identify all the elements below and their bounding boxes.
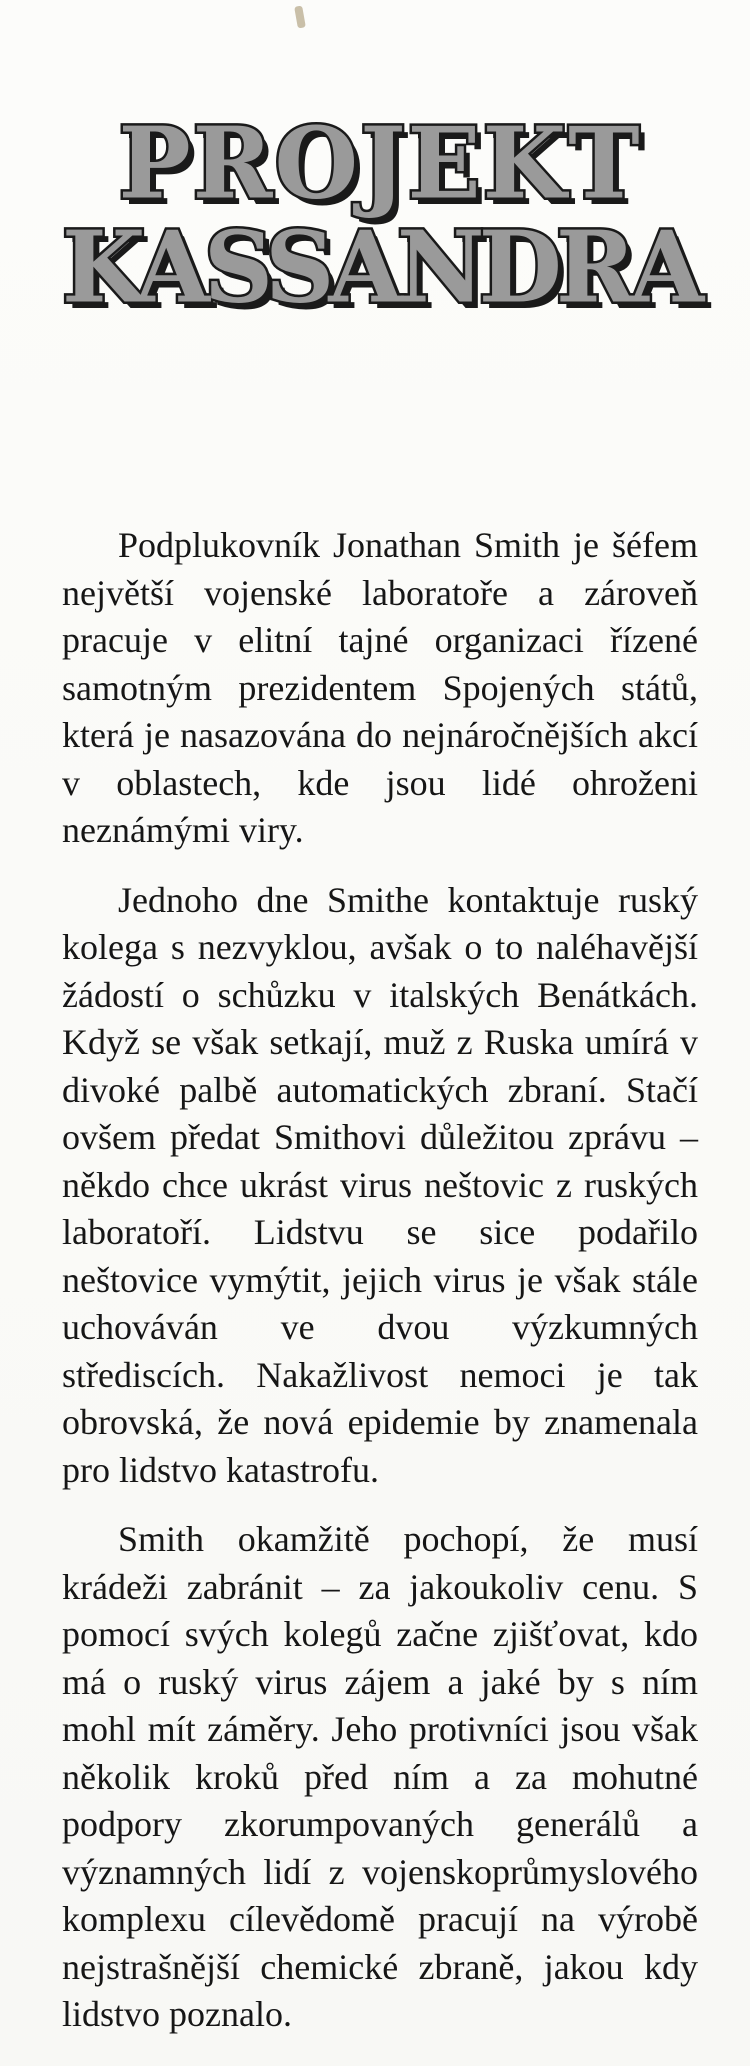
book-title — [60, 105, 700, 326]
title-line-1: PROJEKT — [118, 105, 642, 222]
synopsis-text — [62, 522, 698, 2061]
paper-speck — [294, 5, 306, 28]
synopsis-paragraph-1: Podplukovník Jonathan Smith je šéfem největší vojenské laboratoře a zároveň pracuje v elitní tajné organizaci řízené samotným prezidentem Spojených států, která je nasazována do nejnáročnějších akcí v oblastech, kde jsou lidé ohroženi neznámými viry. — [62, 525, 698, 850]
synopsis-paragraph-3: Smith okamžitě pochopí, že musí krádeži zabránit – za jakoukoliv cenu. S pomocí svých kolegů začne zjišťovat, kdo má o ruský virus zájem a jaké by s ním mohl mít záměry. Jeho protivníci jsou však několik kroků před ním a za mohutné podpory zkorumpovaných generálů a významných lidí z vojenskoprůmyslového komplexu cílevědomě pracují na výrobě nejstrašnější chemické zbraně, jakou kdy lidstvo poznalo. — [62, 1519, 698, 2034]
title-line-2: KASSANDRA — [61, 209, 699, 326]
synopsis-paragraph-2: Jednoho dne Smithe kontaktuje ruský kolega s nezvyklou, avšak o to naléhavější žádostí o schůzku v italských Benátkách. Když se však setkají, muž z Ruska umírá v divoké palbě automatických zbraní. Stačí ovšem předat Smithovi důležitou zprávu – někdo chce ukrást virus neštovic z ruských laboratoří. Lidstvu se sice podařilo neštovice vymýtit, jejich virus je však stále uchováván ve dvou výzkumných střediscích. Nakažlivost nemoci je tak obrovská, že nová epidemie by znamenala pro lidstvo katastrofu. — [62, 879, 698, 1490]
